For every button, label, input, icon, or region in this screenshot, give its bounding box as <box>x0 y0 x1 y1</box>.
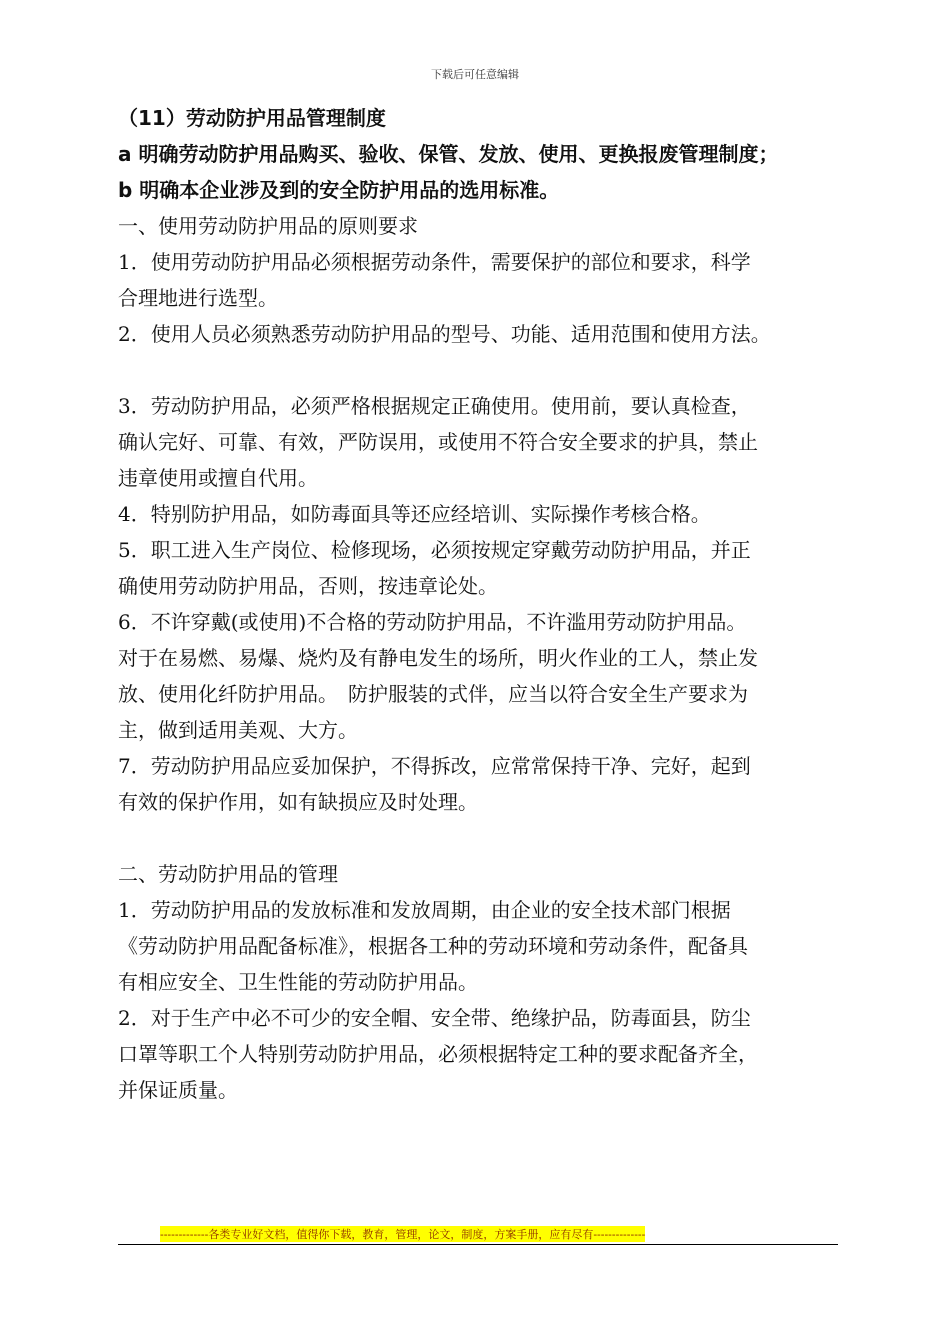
s1-item6-line2: 对于在易燃、易爆、烧灼及有静电发生的场所，明火作业的工人，禁止发 <box>118 646 758 670</box>
s1-item7-line2: 有效的保护作用，如有缺损应及时处理。 <box>118 790 478 814</box>
s2-item1-line1: 1．劳动防护用品的发放标准和发放周期，由企业的安全技术部门根据 <box>118 898 731 922</box>
s2-item2-line2: 口罩等职工个人特别劳动防护用品，必须根据特定工种的要求配备齐全， <box>118 1042 758 1066</box>
document-title: （11）劳动防护用品管理制度 <box>118 106 386 130</box>
s1-item2-line1: 2．使用人员必须熟悉劳动防护用品的型号、功能、适用范围和使用方法。 <box>118 322 771 346</box>
section2-heading: 二、劳动防护用品的管理 <box>118 862 338 886</box>
blank-line <box>118 820 838 856</box>
s2-item2-line1: 2．对于生产中必不可少的安全帽、安全带、绝缘护品，防毒面县，防尘 <box>118 1006 751 1030</box>
blank-line <box>118 352 838 388</box>
s1-item6-line4: 主，做到适用美观、大方。 <box>118 718 358 742</box>
s1-item6-line1: 6．不许穿戴(或使用)不合格的劳动防护用品，不许滥用劳动防护用品。 <box>118 610 747 634</box>
s2-item1-line2: 《劳动防护用品配备标准》，根据各工种的劳动环境和劳动条件，配备具 <box>118 934 748 958</box>
bold-line-b: b 明确本企业涉及到的安全防护用品的选用标准。 <box>118 178 560 202</box>
footer-banner: -------------各类专业好文档，值得你下载，教育，管理，论文，制度，方案手册，应有尽有-------------- <box>160 1228 646 1241</box>
s1-item1-line2: 合理地进行选型。 <box>118 286 278 310</box>
footer-divider <box>118 1244 838 1245</box>
document-body <box>118 100 838 1108</box>
s1-item1-line1: 1．使用劳动防护用品必须根据劳动条件，需要保护的部位和要求，科学 <box>118 250 751 274</box>
s1-item3-line1: 3．劳动防护用品，必须严格根据规定正确使用。使用前，要认真检查， <box>118 394 751 418</box>
page-header: 下载后可任意编辑 <box>431 68 519 81</box>
s1-item6-line3: 放、使用化纤防护用品。 防护服装的式伴，应当以符合安全生产要求为 <box>118 682 748 706</box>
bold-line-a: a 明确劳动防护用品购买、验收、保管、发放、使用、更换报废管理制度； <box>118 142 779 166</box>
s1-item5-line1: 5．职工进入生产岗位、检修现场，必须按规定穿戴劳动防护用品，并正 <box>118 538 751 562</box>
s1-item4-line1: 4．特别防护用品，如防毒面具等还应经培训、实际操作考核合格。 <box>118 502 711 526</box>
s2-item2-line3: 并保证质量。 <box>118 1078 238 1102</box>
s1-item7-line1: 7．劳动防护用品应妥加保护，不得拆改，应常常保持干净、完好，起到 <box>118 754 751 778</box>
section1-heading: 一、使用劳动防护用品的原则要求 <box>118 214 418 238</box>
s2-item1-line3: 有相应安全、卫生性能的劳动防护用品。 <box>118 970 478 994</box>
s1-item5-line2: 确使用劳动防护用品，否则，按违章论处。 <box>118 574 498 598</box>
s1-item3-line3: 违章使用或擅自代用。 <box>118 466 318 490</box>
s1-item3-line2: 确认完好、可靠、有效，严防误用，或使用不符合安全要求的护具，禁止 <box>118 430 758 454</box>
